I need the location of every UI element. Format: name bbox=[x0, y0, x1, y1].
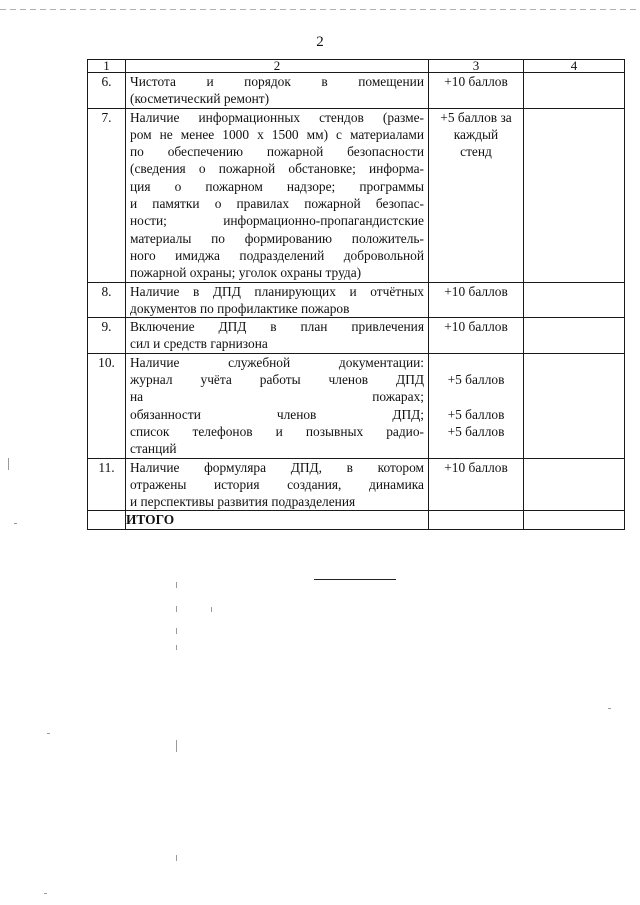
description-line: ция о пожарном надзоре; программы bbox=[130, 178, 424, 194]
score-cell bbox=[524, 318, 625, 354]
scan-speck bbox=[176, 740, 177, 752]
scan-speck bbox=[176, 582, 177, 588]
criterion-description bbox=[126, 108, 429, 282]
table-row bbox=[88, 108, 625, 282]
description-line: Чистота и порядок в помещении bbox=[130, 74, 424, 89]
points-spacer bbox=[433, 354, 519, 371]
scan-speck bbox=[176, 645, 177, 650]
table-header-row bbox=[88, 60, 625, 73]
column-header: 1 bbox=[88, 60, 126, 73]
description-line: ности; информационно-пропагандистские bbox=[130, 213, 424, 229]
row-number: 11. bbox=[88, 458, 126, 511]
table-row bbox=[88, 282, 625, 318]
points-value: +10 баллов bbox=[444, 319, 508, 335]
row-number: 9. bbox=[88, 318, 126, 354]
scan-speck bbox=[44, 893, 47, 894]
column-header: 2 bbox=[126, 60, 429, 73]
criterion-description bbox=[126, 282, 429, 318]
description-line: (сведения о пожарной обстановке; информа- bbox=[130, 161, 424, 177]
scan-speck bbox=[176, 606, 177, 612]
table-row bbox=[88, 353, 625, 458]
closing-rule bbox=[314, 579, 396, 580]
score-cell bbox=[524, 458, 625, 511]
points-value: стенд bbox=[460, 144, 492, 160]
description-line: и перспективы развития подразделения bbox=[130, 494, 356, 510]
row-number: 10. bbox=[88, 353, 126, 458]
points-value: +5 баллов bbox=[447, 423, 505, 439]
total-label: ИТОГО bbox=[126, 511, 429, 530]
points-spacer bbox=[433, 388, 519, 405]
description-line: Наличие в ДПД планирующих и отчётных bbox=[130, 283, 424, 299]
row-number: 7. bbox=[88, 108, 126, 282]
table-row bbox=[88, 73, 625, 109]
description-line: (косметический ремонт) bbox=[130, 91, 270, 107]
column-header: 3 bbox=[429, 60, 524, 73]
description-line: Наличие формуляра ДПД, в котором bbox=[130, 459, 424, 475]
scan-edge-line bbox=[0, 9, 640, 10]
table-row bbox=[88, 458, 625, 511]
points-cell bbox=[429, 73, 524, 109]
criterion-description bbox=[126, 318, 429, 354]
description-line: Наличие служебной документации: bbox=[130, 354, 424, 370]
score-cell bbox=[524, 108, 625, 282]
scan-speck bbox=[8, 458, 9, 470]
row-number: 8. bbox=[88, 282, 126, 318]
scan-speck bbox=[176, 855, 177, 861]
column-header: 4 bbox=[524, 60, 625, 73]
points-cell bbox=[429, 282, 524, 318]
total-row bbox=[88, 511, 625, 530]
points-value: +5 баллов за bbox=[440, 109, 512, 125]
description-line: Наличие информационных стендов (разме- bbox=[130, 109, 424, 125]
points-value: +10 баллов bbox=[444, 459, 508, 475]
description-line: сил и средств гарнизона bbox=[130, 336, 268, 352]
description-line: отражены история создания, динамика bbox=[130, 476, 424, 492]
points-cell bbox=[429, 318, 524, 354]
description-line: ного имиджа подразделений добровольной bbox=[130, 247, 424, 263]
points-value: каждый bbox=[453, 126, 499, 142]
total-number-cell bbox=[88, 511, 126, 530]
description-line: обязанности членов ДПД; bbox=[130, 406, 424, 422]
score-cell bbox=[524, 282, 625, 318]
description-line: станций bbox=[130, 441, 177, 457]
points-cell bbox=[429, 353, 524, 458]
total-score-cell bbox=[524, 511, 625, 530]
points-value: +10 баллов bbox=[444, 283, 508, 299]
description-line: по обеспечению пожарной безопасности bbox=[130, 144, 424, 160]
points-cell bbox=[429, 108, 524, 282]
total-points-cell bbox=[429, 511, 524, 530]
table-row bbox=[88, 318, 625, 354]
points-value: +10 баллов bbox=[444, 74, 508, 89]
criteria-table bbox=[87, 59, 625, 530]
scan-speck bbox=[14, 523, 17, 524]
points-cell bbox=[429, 458, 524, 511]
description-line: пожарной охраны; уголок охраны труда) bbox=[130, 265, 362, 281]
score-cell bbox=[524, 73, 625, 109]
scan-speck bbox=[176, 628, 177, 634]
description-line: список телефонов и позывных радио- bbox=[130, 423, 424, 439]
criterion-description bbox=[126, 353, 429, 458]
description-line: ром не менее 1000 х 1500 мм) с материалами bbox=[130, 126, 424, 142]
description-line: материалы по формированию положитель- bbox=[130, 230, 424, 246]
points-value: +5 баллов bbox=[447, 372, 505, 388]
scan-speck bbox=[47, 733, 50, 734]
scan-speck bbox=[211, 607, 212, 612]
criterion-description bbox=[126, 458, 429, 511]
row-number: 6. bbox=[88, 73, 126, 109]
score-cell bbox=[524, 353, 625, 458]
page-number: 2 bbox=[316, 34, 324, 50]
criterion-description bbox=[126, 73, 429, 109]
description-line: и памятки о правилах пожарной безопас- bbox=[130, 196, 424, 212]
description-line: журнал учёта работы членов ДПД bbox=[130, 372, 424, 388]
description-line: Включение ДПД в план привлечения bbox=[130, 319, 424, 335]
description-line: на пожарах; bbox=[130, 389, 424, 405]
scan-speck bbox=[608, 708, 611, 709]
description-line: документов по профилактике пожаров bbox=[130, 300, 350, 316]
points-value: +5 баллов bbox=[447, 406, 505, 422]
